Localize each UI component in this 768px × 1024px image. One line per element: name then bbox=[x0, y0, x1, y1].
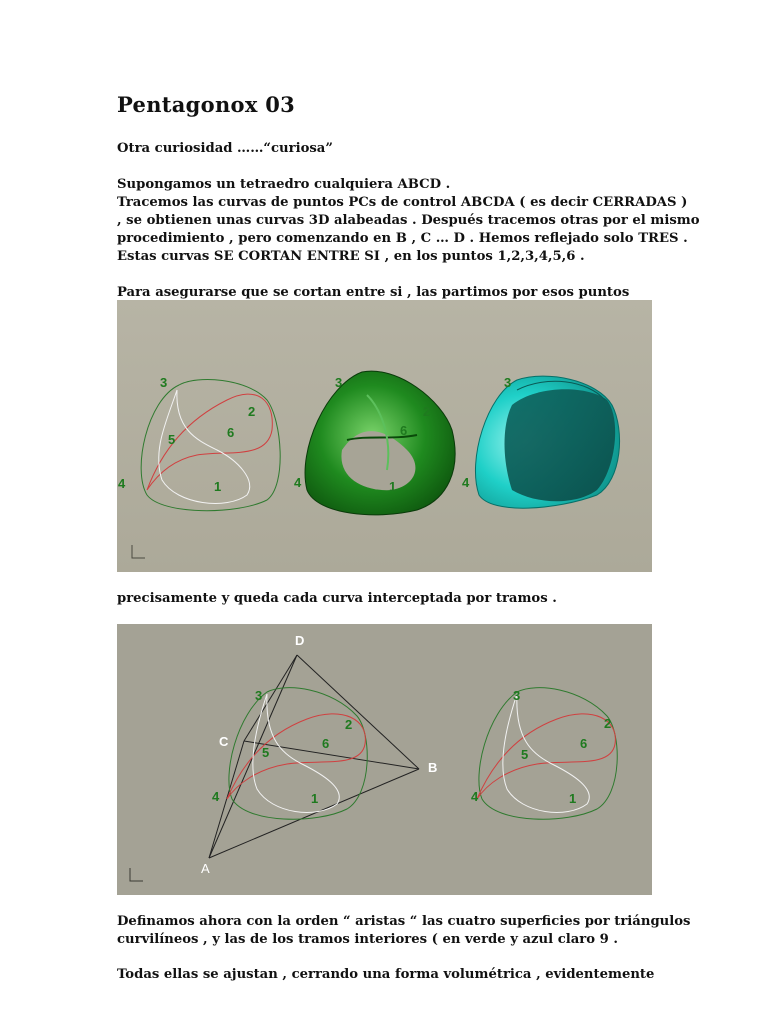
point-label-1: 1 bbox=[311, 791, 319, 806]
point-label-1: 1 bbox=[214, 479, 222, 494]
paragraph-tetraedro bbox=[117, 176, 700, 266]
point-label-2: 2 bbox=[345, 717, 353, 732]
point-label-1: 1 bbox=[569, 791, 577, 806]
point-label-3: 3 bbox=[160, 375, 168, 390]
point-label-5: 5 bbox=[521, 747, 529, 762]
point-label-4: 4 bbox=[294, 475, 302, 490]
page-title: Pentagonox 03 bbox=[117, 92, 296, 117]
intro-line: Otra curiosidad ……“curiosa” bbox=[117, 141, 333, 156]
text-line: procedimiento , pero comenzando en B , C … D . Hemos reflejado solo TRES . bbox=[117, 231, 688, 246]
text-line: Estas curvas SE CORTAN ENTRE SI , en los puntos 1,2,3,4,5,6 . bbox=[117, 249, 585, 264]
text-line: curvilíneos , y las de los tramos interiores ( en verde y azul claro 9 . bbox=[117, 932, 618, 947]
figure-background bbox=[117, 624, 652, 895]
text-line: Definamos ahora con la orden “ aristas “ las cuatro superficies por triángulos bbox=[117, 914, 691, 929]
figure-1-canvas bbox=[117, 300, 652, 572]
vertex-label-C: C bbox=[219, 734, 229, 749]
text-line: Tracemos las curvas de puntos PCs de control ABCDA ( es decir CERRADAS ) bbox=[117, 195, 688, 210]
vertex-label-B: B bbox=[428, 760, 438, 775]
text-line: , se obtienen unas curvas 3D alabeadas . Después tracemos otras por el mismo bbox=[117, 213, 700, 228]
paragraph-definamos bbox=[117, 913, 690, 949]
point-label-6: 6 bbox=[580, 736, 588, 751]
point-label-3: 3 bbox=[513, 688, 521, 703]
paragraph-asegurarse: Para asegurarse que se cortan entre si , las partimos por esos puntos bbox=[117, 285, 630, 300]
point-label-5: 5 bbox=[168, 432, 176, 447]
point-label-2: 2 bbox=[248, 404, 256, 419]
point-label-5: 5 bbox=[262, 745, 270, 760]
point-label-1: 1 bbox=[389, 479, 397, 494]
paragraph-precisamente: precisamente y queda cada curva interceptada por tramos . bbox=[117, 591, 557, 606]
point-label-4: 4 bbox=[118, 476, 126, 491]
paragraph-todas: Todas ellas se ajustan , cerrando una forma volumétrica , evidentemente bbox=[117, 967, 655, 982]
vertex-label-D: D bbox=[295, 633, 305, 648]
point-label-6: 6 bbox=[400, 423, 408, 438]
point-label-4: 4 bbox=[462, 475, 470, 490]
point-label-3: 3 bbox=[335, 375, 343, 390]
point-label-6: 6 bbox=[227, 425, 235, 440]
vertex-label-A: A bbox=[201, 861, 210, 876]
point-label-3: 3 bbox=[504, 375, 512, 390]
point-label-6: 6 bbox=[322, 736, 330, 751]
figure-curves-surfaces bbox=[117, 300, 652, 572]
figure-2-canvas bbox=[117, 624, 652, 895]
point-label-2: 2 bbox=[423, 404, 431, 419]
figure-tetrahedron bbox=[117, 624, 652, 895]
point-label-4: 4 bbox=[212, 789, 220, 804]
point-label-2: 2 bbox=[604, 716, 612, 731]
text-line: Supongamos un tetraedro cualquiera ABCD . bbox=[117, 177, 451, 192]
point-label-3: 3 bbox=[255, 688, 263, 703]
point-label-4: 4 bbox=[471, 789, 479, 804]
